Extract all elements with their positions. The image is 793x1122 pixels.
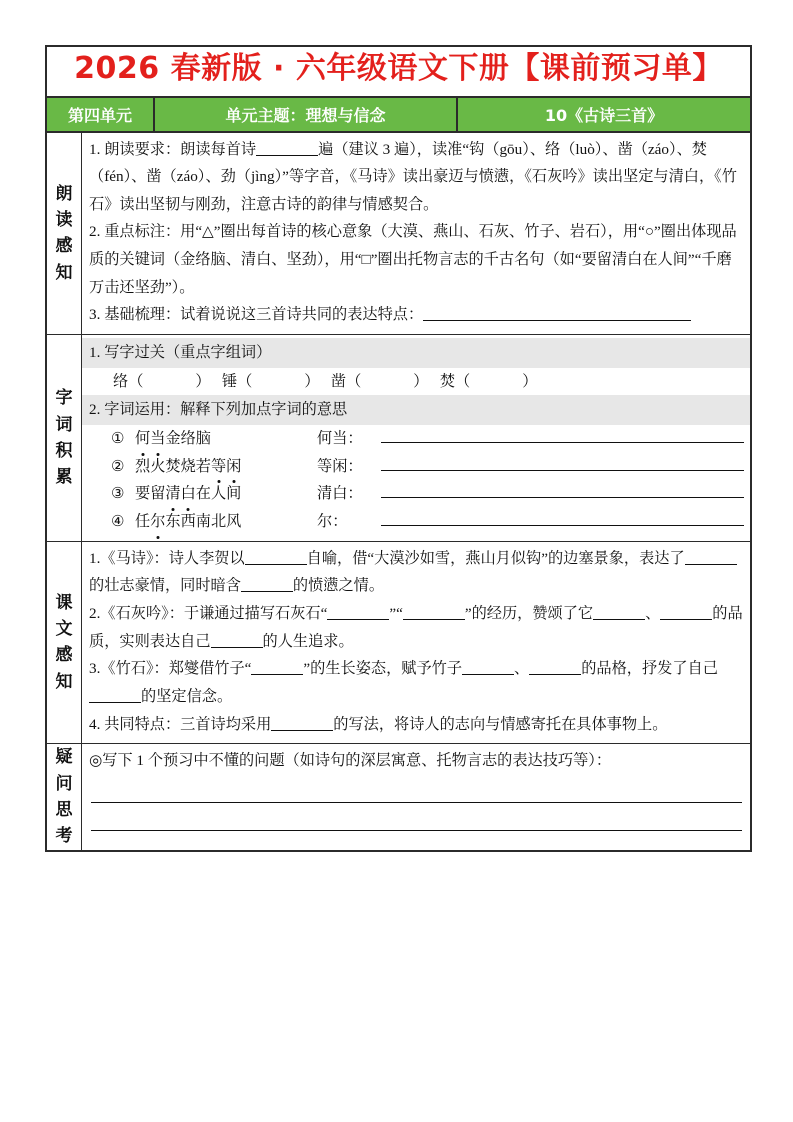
section-vocabulary [47,335,750,542]
phrase-char: 闲 [226,453,241,481]
phrase-char: 等 [211,453,226,481]
section-label-vocabulary [47,335,82,541]
blank-field[interactable] [660,605,712,620]
label-char: 字 [55,388,73,409]
phrase-char: 烈 [135,457,151,475]
label-char: 感 [55,645,73,666]
explain-answer-blank[interactable] [381,427,744,443]
section-body-vocabulary [82,335,750,541]
item-text: 1.《马诗》：诗人李贺以 [89,549,245,567]
phrase-char: 任 [135,513,151,531]
subheading-word-usage: 2. 字词运用：解释下列加点字词的意思 [82,395,750,425]
write-word-item: 焚（ ） [439,372,538,390]
blank-field[interactable] [327,605,389,620]
item-text-prefix: 3. 基础梳理：试着说说这三首诗共同的表达特点： [89,306,424,324]
phrase-char: 尔 [150,508,165,536]
explain-answer-blank[interactable] [381,482,744,498]
page-title: 2026 春新版 · 六年级语文下册【课前预习单】 [74,51,723,86]
label-char: 思 [55,799,73,820]
blank-field[interactable] [403,605,465,620]
blank-field[interactable] [241,577,293,592]
phrase-char: 火 [150,457,166,475]
item-text: 的写法，将诗人的志向与情感寄托在具体事物上。 [333,715,668,733]
section-body-text-comprehension [82,542,750,744]
explain-number: ③ [111,485,125,503]
answer-line[interactable] [91,782,742,803]
blank-field[interactable] [529,660,581,675]
phrase-char: 南 [195,513,211,531]
label-char: 读 [55,209,73,230]
label-char: 知 [55,262,73,283]
phrase-char: 络 [180,430,196,448]
item-reading-requirement [89,136,744,219]
label-char: 累 [55,467,73,488]
header-theme: 单元主题：理想与信念 [155,98,458,131]
item-text: 3.《竹石》：郑燮借竹子“ [89,660,252,678]
phrase-char: 风 [226,513,242,531]
explain-row [89,480,744,508]
phrase-char: 清 [165,480,180,508]
phrase-char: 东 [165,513,181,531]
explain-key: 何当： [317,430,363,448]
section-label-questions [47,744,82,849]
blank-field[interactable] [423,306,691,321]
phrase-char: 焚 [165,457,181,475]
label-char: 词 [55,414,73,435]
phrase-char: 在 [195,485,211,503]
item-text: ”的经历，赞颂了它 [464,605,594,622]
item-text: 的品格，抒发了自己 [581,660,718,678]
item-text: 的品质，实则表达自己 [89,605,743,650]
item-text: 2.《石灰吟》：于谦通过描写石灰石“ [89,605,328,622]
phrase-char: 何 [135,425,150,453]
explain-phrase [135,425,317,453]
blank-field[interactable] [245,550,307,565]
phrase-char: 留 [150,485,166,503]
label-char: 问 [55,773,73,794]
section-label-text-comprehension [47,542,82,744]
phrase-char: 脑 [195,430,211,448]
header-lesson: 10《古诗三首》 [544,105,664,125]
explain-key: 清白： [317,485,363,503]
worksheet-page [45,45,752,852]
blank-field[interactable] [462,660,514,675]
explain-number: ① [111,430,125,448]
item-text: 的人生追求。 [262,632,354,650]
label-char: 积 [55,440,73,461]
item-text: 的壮志豪情，同时暗含 [89,577,241,595]
item-basic-review [89,301,744,329]
section-reading [47,133,750,336]
phrase-char: 金 [165,430,181,448]
item-text: ”的生长姿态，赋予竹子 [303,660,463,678]
explain-phrase [135,453,317,481]
write-words-row [89,368,744,396]
label-char: 考 [55,826,73,847]
label-char: 文 [55,619,73,640]
explain-number: ④ [111,513,125,531]
item-text: 、 [514,660,530,678]
section-body-questions [82,744,750,849]
section-questions [47,744,750,849]
write-word-char: 凿 [330,372,347,390]
phrase-char: 西 [180,513,196,531]
item-text: 4. 共同特点：三首诗均采用 [89,715,272,733]
phrase-char: 当 [150,425,165,453]
item-key-annotation: 2. 重点标注：用“△”圈出每首诗的核心意象（大漠、燕山、石灰、竹子、岩石），用“○”圈出体现品质的关键词（金络脑、清白、坚劲），用“□”圈出托物言志的千古名句（如“要留清白在人间”“千磨万击还坚劲”）。 [89,223,737,296]
explain-key: 尔： [317,513,348,531]
item-common-features [89,711,744,739]
label-char: 感 [55,236,73,257]
label-char: 疑 [55,747,73,768]
phrase-char: 烧 [180,457,196,475]
section-text-comprehension [47,542,750,745]
phrase-char: 人 [210,485,227,503]
unit-header-row [47,98,750,133]
item-text: 、 [645,605,661,622]
explain-number: ② [111,457,125,475]
phrase-char: 要 [135,485,151,503]
section-body-reading [82,133,750,335]
item-text: 的愤懑之情。 [292,577,384,595]
item-text-prefix: 1. 朗读要求：朗读每首诗 [89,140,257,158]
title-row [47,47,750,98]
explain-phrase [135,480,317,508]
item-text: ”“ [389,605,403,622]
phrase-char: 间 [226,485,242,503]
subheading-write-words: 1. 写字过关（重点字组词） [82,338,750,368]
blank-field[interactable] [593,605,645,620]
label-char: 知 [55,671,73,692]
phrase-char: 北 [210,513,227,531]
write-word-char: 锤 [221,372,238,390]
write-word-item: 络（ ） [113,372,211,390]
item-text: 的坚定信念。 [141,687,233,705]
phrase-char: 白 [181,480,196,508]
explain-phrase [135,508,317,536]
label-char: 朗 [55,183,73,204]
item-text-suffix: 遍（建议 3 遍），读准“钩（gōu）、络（luò）、凿（záo）、焚（fén）、凿（záo）、劲（jìng）”等字音，《马诗》读出豪迈与愤懑，《石灰吟》读出坚定与清白，《竹石》读出坚韧与刚劲，注意古诗的韵律与情感契合。 [89,140,737,213]
explain-row [89,425,744,453]
blank-field[interactable] [271,716,333,731]
item-poem-ma-shi [89,545,744,600]
answer-line[interactable] [91,810,742,831]
blank-field[interactable] [211,633,263,648]
header-unit: 第四单元 [47,98,155,131]
write-word-char: 焚 [439,372,456,390]
blank-field[interactable] [685,550,737,565]
explain-key: 等闲： [317,457,363,475]
write-word-item: 锤（ ） [221,372,320,390]
item-text: 自喻，借“大漠沙如雪，燕山月似钩”的边塞景象，表达了 [306,549,685,567]
blank-field[interactable] [251,660,303,675]
explain-row [89,453,744,481]
write-word-item: 凿（ ） [330,372,429,390]
explain-answer-blank[interactable] [381,510,744,526]
section-label-reading [47,133,82,335]
item-poem-zhu-shi [89,655,744,710]
explain-row [89,508,744,536]
label-char: 课 [55,592,73,613]
blank-field[interactable] [89,688,141,703]
explain-answer-blank[interactable] [381,455,744,471]
write-word-char: 络 [113,372,129,390]
phrase-char: 若 [195,457,211,475]
item-poem-shi-hui-yin [89,600,744,655]
blank-field[interactable] [256,141,318,156]
questions-prompt: ◎写下 1 个预习中不懂的问题（如诗句的深层寓意、托物言志的表达技巧等）： [89,752,612,770]
